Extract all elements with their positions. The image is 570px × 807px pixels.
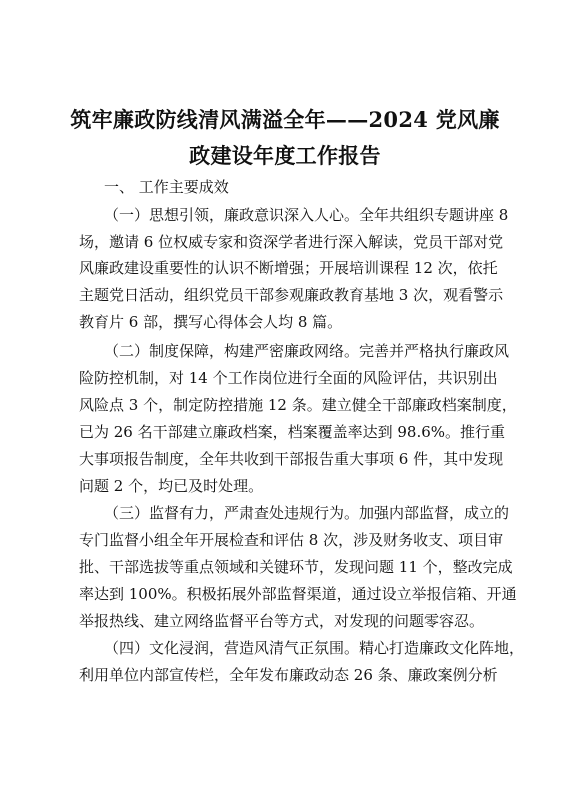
section-heading: 一、 工作主要成效 bbox=[104, 178, 229, 196]
paragraph-line: 教育片 6 部，撰写心得体会人均 8 篇。 bbox=[79, 313, 343, 331]
paragraph-line: 率达到 100%。积极拓展外部监督渠道，通过设立举报信箱、开通 bbox=[79, 585, 517, 603]
document-title-line-1: 筑牢廉政防线清风满溢全年——2024 党风廉 bbox=[70, 107, 500, 132]
paragraph-line: 风廉政建设重要性的认识不断增强；开展培训课程 12 次，依托 bbox=[79, 259, 498, 277]
paragraph-line: （二）制度保障，构建严密廉政网络。完善并严格执行廉政风 bbox=[104, 342, 510, 360]
paragraph-line: 举报热线、建立网络监督平台等方式，对发现的问题零容忍。 bbox=[79, 612, 485, 630]
paragraph-line: 大事项报告制度，全年共收到干部报告重大事项 6 件，其中发现 bbox=[79, 450, 504, 468]
paragraph-line: 已为 26 名干部建立廉政档案，档案覆盖率达到 98.6%。推行重 bbox=[79, 423, 506, 441]
paragraph-line: 批、干部选拔等重点领域和关键环节，发现问题 11 个，整改完成 bbox=[79, 558, 513, 576]
paragraph-line: 利用单位内部宣传栏，全年发布廉政动态 26 条、廉政案例分析 bbox=[79, 666, 498, 684]
document-title-line-2: 政建设年度工作报告 bbox=[189, 143, 381, 168]
paragraph-line: （三）监督有力，严肃查处违规行为。加强内部监督，成立的 bbox=[104, 504, 510, 522]
paragraph-line: 风险点 3 个，制定防控措施 12 条。建立健全干部廉政档案制度， bbox=[79, 396, 517, 414]
paragraph-line: 问题 2 个，均已及时处理。 bbox=[79, 477, 264, 495]
paragraph-line: （四）文化浸润，营造风清气正氛围。精心打造廉政文化阵地， bbox=[104, 639, 525, 657]
paragraph-line: 专门监督小组全年开展检查和评估 8 次，涉及财务收支、项目审 bbox=[79, 531, 504, 549]
paragraph-line: （一）思想引领，廉政意识深入人心。全年共组织专题讲座 8 bbox=[104, 206, 509, 224]
paragraph-line: 主题党日活动，组织党员干部参观廉政教育基地 3 次，观看警示 bbox=[79, 286, 504, 304]
paragraph-line: 险防控机制，对 14 个工作岗位进行全面的风险评估，共识别出 bbox=[79, 369, 498, 387]
paragraph-line: 场，邀请 6 位权威专家和资深学者进行深入解读，党员干部对党 bbox=[79, 233, 504, 251]
